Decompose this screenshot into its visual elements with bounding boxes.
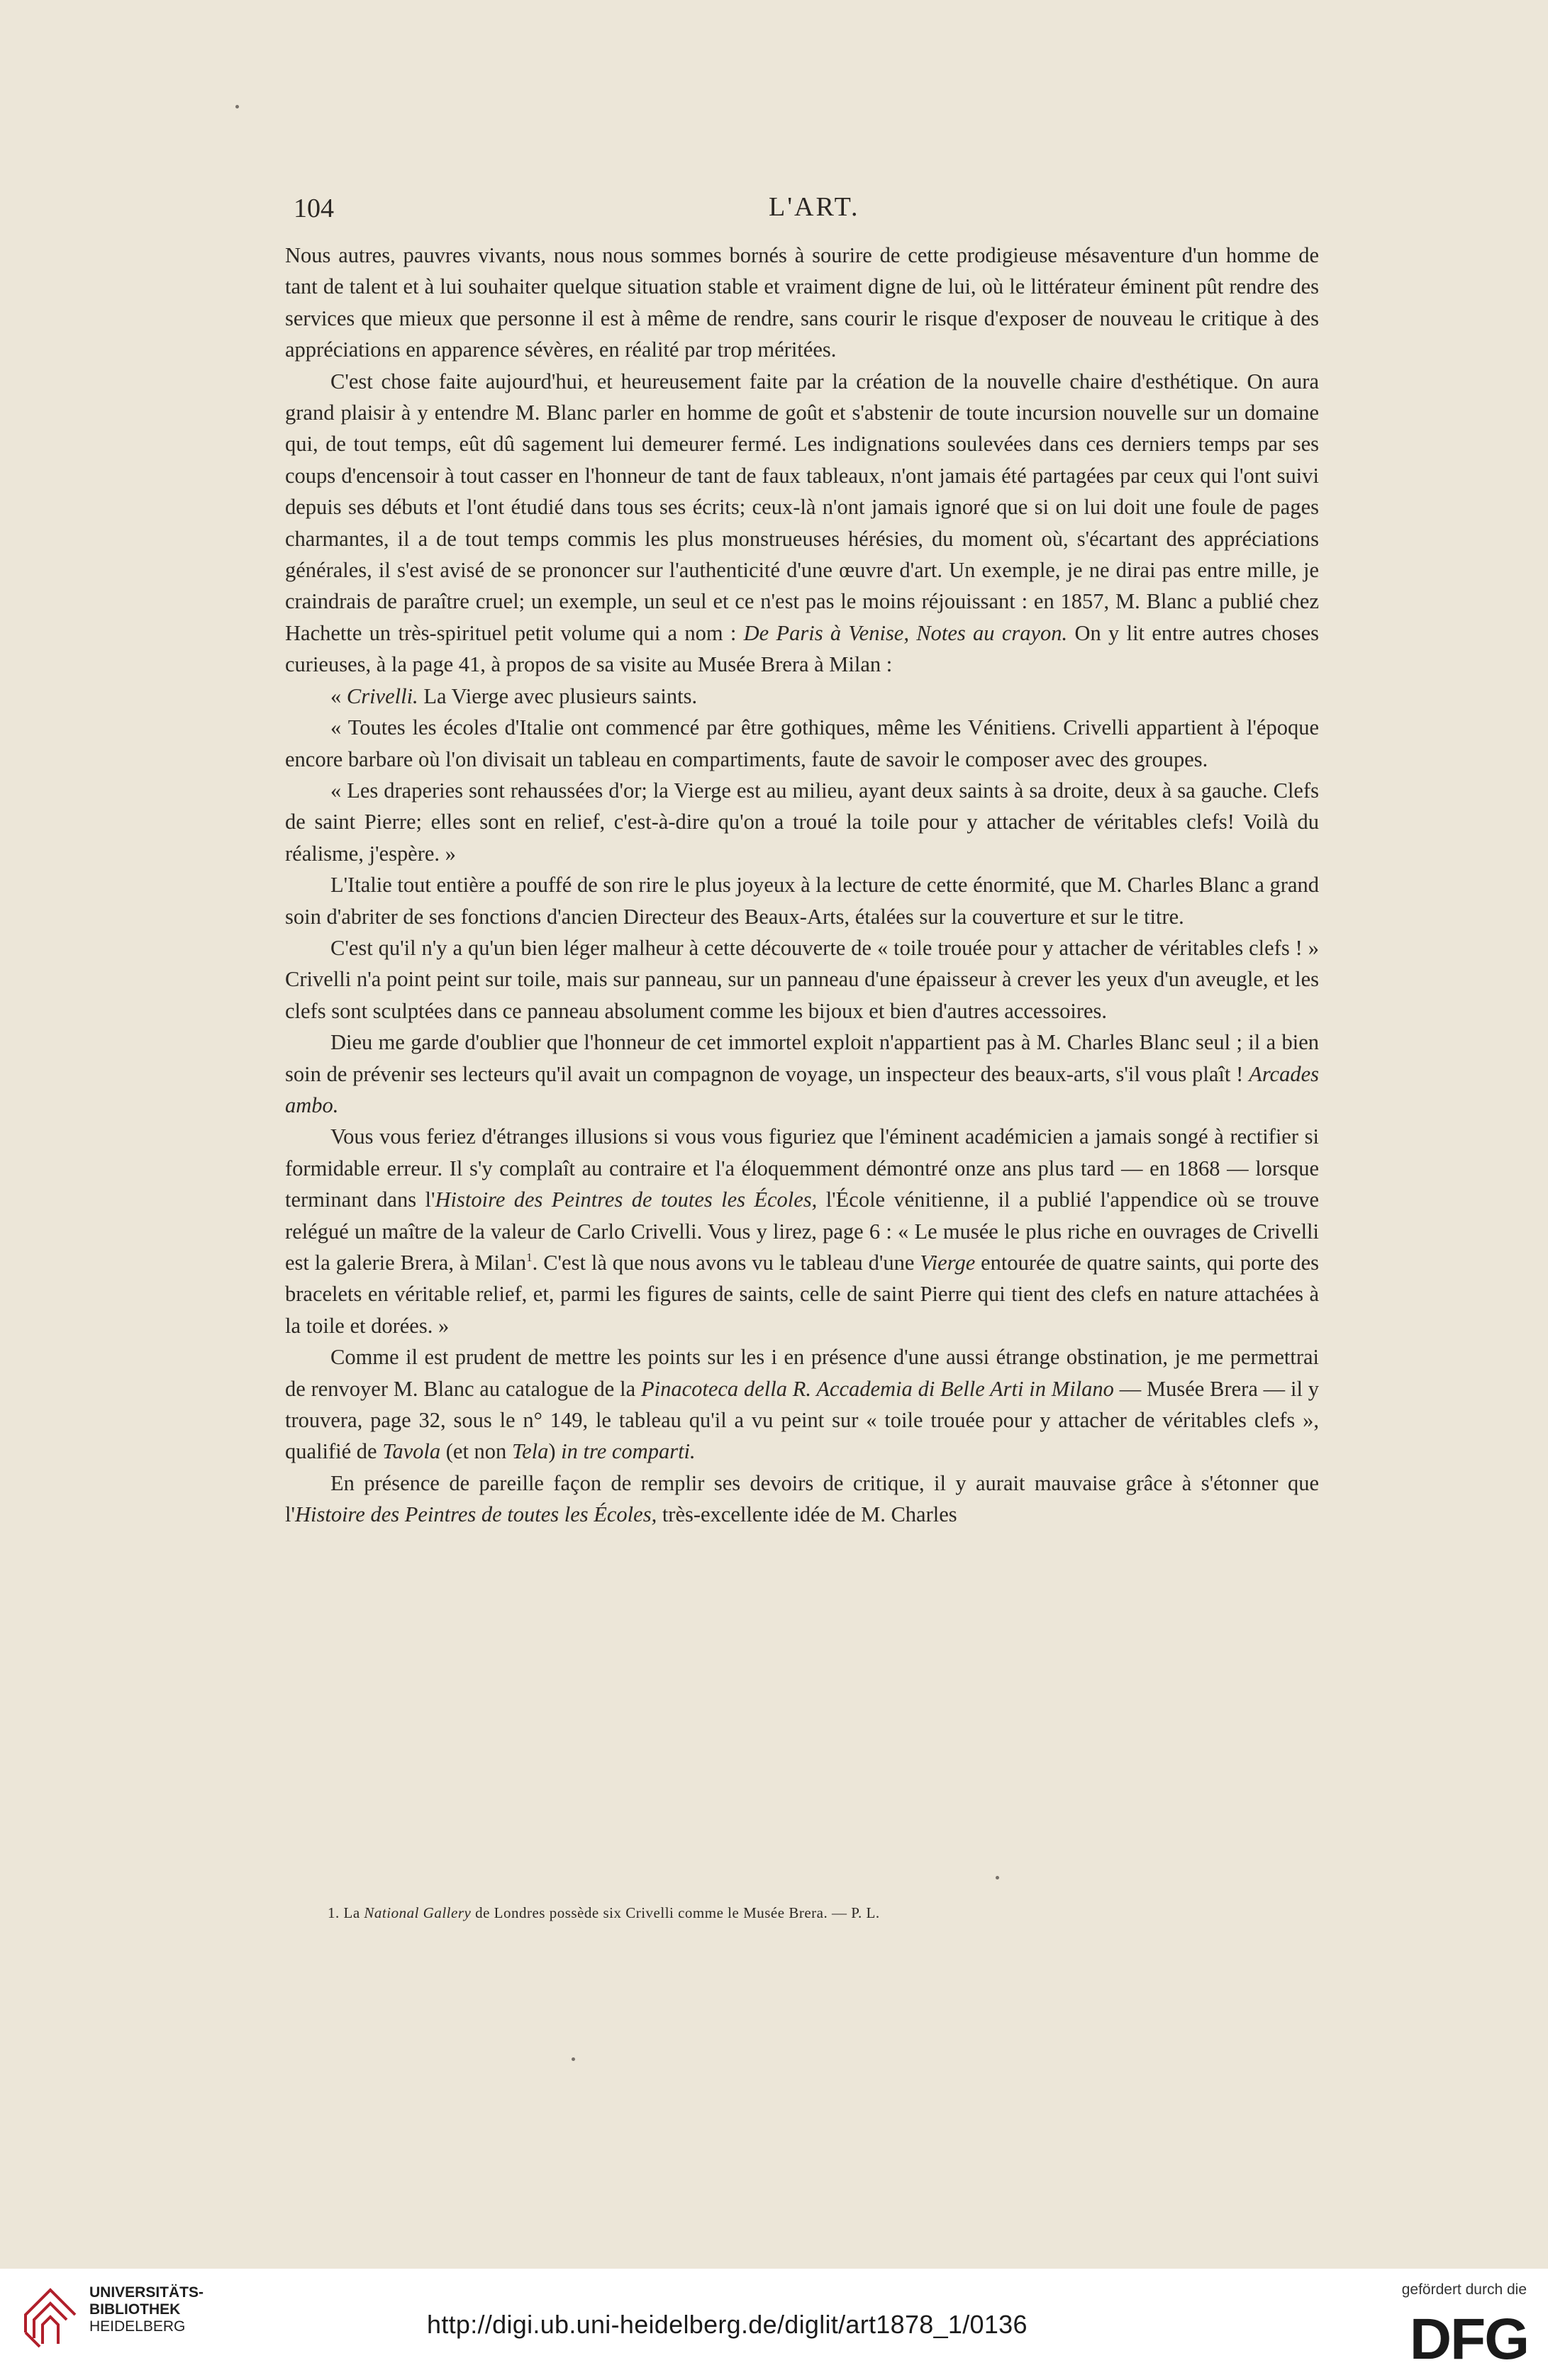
latin-phrase: Arcades ambo.: [285, 1061, 1319, 1117]
library-name-line: HEIDELBERG: [89, 2318, 186, 2335]
paper-speck: [235, 105, 239, 108]
quote-mark: «: [330, 683, 347, 708]
digitization-footer: [0, 2269, 1548, 2380]
library-name-line: UNIVERSITÄTS-: [89, 2284, 204, 2301]
funding-label: gefördert durch die: [1401, 2281, 1527, 2298]
footnote-number: 1.: [328, 1904, 340, 1921]
paragraph-9: [285, 1121, 1319, 1341]
paragraph-text: . C'est là que nous avons vu le tableau d'une: [532, 1251, 920, 1275]
paper-speck: [572, 2057, 575, 2061]
paragraph-text: entourée de quatre saints, qui porte des bracelets en véritable relief, et, parmi les figures de saints, celle de saint Pierre qui tient des clefs en nature attachées à la toile et dorées. »: [285, 1251, 1320, 1338]
italic-word: Vierge: [920, 1251, 976, 1275]
paragraph-text: Vous vous feriez d'étranges illusions si vous vous figuriez que l'éminent académicien a jamais songé à rectifier si formidable erreur. Il s'y complaît au contraire et l'a éloquemment démontré onze ans plus tard — en 1868 — lorsque terminant dans l': [285, 1124, 1319, 1212]
paragraph-3: [285, 681, 1319, 712]
italic-phrase: in tre comparti.: [561, 1439, 696, 1464]
italic-word: Tela: [511, 1439, 549, 1464]
paragraph-2: [285, 366, 1319, 681]
book-title: De Paris à Venise, Notes au crayon.: [743, 620, 1068, 645]
italic-word: Tavola: [382, 1439, 441, 1464]
book-title: Histoire des Peintres de toutes les Écoles,: [294, 1502, 657, 1527]
paragraph-6: [285, 869, 1319, 932]
paragraph-text: C'est chose faite aujourd'hui, et heureusement faite par la création de la nouvelle chaire d'esthétique. On aura grand plaisir à y entendre M. Blanc parler en homme de goût et s'abstenir de toute incursion nouvelle sur un domaine qui, de tout temps, eût dû sagement lui demeurer fermé. Les indignations soulevées dans ces derniers temps par ses coups d'encensoir à tout casser en l'honneur de tant de faux tableaux, n'ont jamais été partagées par ceux qui l'ont suivi depuis ses débuts et l'ont étudié dans tous ses écrits; ceux-là n'ont jamais ignoré que si on lui doit une foule de pages charmantes, il a de tout temps commis les plus monstrueuses hérésies, du moment où, s'écartant des appréciations générales, il s'est avisé de se prononcer sur l'authenticité d'une œuvre d'art. Un exemple, je ne dirai pas entre mille, je craindrais de paraître cruel; un exemple, un seul et ce n'est pas le moins réjouissant : en 1857, M. Blanc a publié chez Hachette un très-spirituel petit volume qui a nom :: [285, 369, 1319, 645]
catalogue-title: Pinacoteca della R. Accademia di Belle Arti in Milano: [640, 1376, 1114, 1401]
footnote-text: La: [343, 1904, 364, 1921]
paragraph-text: ): [548, 1439, 562, 1464]
paper-speck: [996, 1876, 999, 1879]
paragraph-text: (et non: [440, 1439, 512, 1464]
paragraph-4: [285, 712, 1319, 775]
library-logo-icon[interactable]: [18, 2283, 82, 2354]
artist-name: Crivelli.: [346, 683, 418, 708]
dfg-logo[interactable]: DFG: [1409, 2307, 1528, 2371]
paragraph-text: On y lit entre autres choses curieuses, à la page 41, à propos de sa visite au Musée Brera à Milan :: [285, 620, 1320, 677]
footnote-italic: National Gallery: [364, 1904, 472, 1921]
footnote-text: de Londres possède six Crivelli comme le Musée Brera. — P. L.: [471, 1904, 880, 1921]
paragraph-1: [285, 240, 1319, 366]
footnote: [328, 1904, 880, 1922]
page-number: 104: [294, 194, 334, 223]
article-body: [285, 240, 1319, 1531]
paragraph-text: L'Italie tout entière a pouffé de son rire le plus joyeux à la lecture de cette énormité, que M. Charles Blanc a grand soin d'abriter de ses fonctions d'ancien Directeur des Beaux-Arts, étalées sur la couverture et sur le titre.: [285, 873, 1319, 929]
paragraph-text: Nous autres, pauvres vivants, nous nous sommes bornés à sourire de cette prodigieuse mésaventure d'un homme de tant de talent et à lui souhaiter quelque situation stable et vraiment digne de lui, où le littérateur éminent pût rendre des services que mieux que personne il est à même de rendre, sans courir le risque d'exposer de nouveau le critique à des appréciations en apparence sévères, en réalité par trop méritées.: [285, 243, 1319, 362]
paragraph-text: En présence de pareille façon de remplir ses devoirs de critique, il y aurait mauvaise grâce à s'étonner que l': [285, 1470, 1319, 1527]
paragraph-text: Dieu me garde d'oublier que l'honneur de cet immortel exploit n'appartient pas à M. Charles Blanc seul ; il a bien soin de prévenir ses lecteurs qu'il avait un compagnon de voyage, un inspecteur des beaux-arts, s'il vous plaît !: [285, 1030, 1319, 1086]
paragraph-8: [285, 1027, 1319, 1121]
paragraph-text: l'École vénitienne, il a publié l'appendice où se trouve relégué un maître de la valeur de Carlo Crivelli. Vous y lirez, page 6 : « Le musée le plus riche en ouvrages de Crivelli est la galerie Brera, à Milan: [285, 1188, 1319, 1275]
paragraph-10: [285, 1341, 1319, 1468]
paragraph-text: « Les draperies sont rehaussées d'or; la Vierge est au milieu, ayant deux saints à sa droite, deux à sa gauche. Clefs de saint Pierre; elles sont en relief, c'est-à-dire qu'on a troué la toile pour y attacher de véritables clefs! Voilà du réalisme, j'espère. »: [285, 778, 1319, 866]
running-title: L'ART.: [769, 192, 860, 222]
paragraph-text: La Vierge avec plusieurs saints.: [418, 683, 698, 708]
paragraph-text: C'est qu'il n'y a qu'un bien léger malheur à cette découverte de « toile trouée pour y attacher de véritables clefs ! » Crivelli n'a point peint sur toile, mais sur panneau, sur un panneau d'une épaisseur à crever les yeux d'un aveugle, et les clefs sont sculptées dans ce panneau absolument comme les bijoux et bien d'autres accessoires.: [285, 935, 1319, 1023]
footnote-ref[interactable]: 1: [526, 1251, 533, 1264]
library-name: [89, 2284, 204, 2335]
paragraph-7: [285, 932, 1319, 1027]
paragraph-11: [285, 1468, 1319, 1531]
paragraph-text: Comme il est prudent de mettre les points sur les i en présence d'une aussi étrange obstination, je me permettrai de renvoyer M. Blanc au catalogue de la: [285, 1345, 1319, 1401]
paragraph-5: [285, 775, 1319, 869]
permalink-url[interactable]: http://digi.ub.uni-heidelberg.de/diglit/art1878_1/0136: [427, 2310, 1028, 2339]
paragraph-text: — Musée Brera — il y trouvera, page 32, sous le n° 149, le tableau qu'il a vu peint sur « toile trouée pour y attacher de véritables clefs », qualifié de: [285, 1376, 1319, 1464]
paragraph-text: « Toutes les écoles d'Italie ont commencé par être gothiques, même les Vénitiens. Crivelli appartient à l'époque encore barbare où l'on divisait un tableau en compartiments, faute de savoir le composer avec des groupes.: [285, 715, 1319, 771]
paragraph-text: très-excellente idée de M. Charles: [657, 1502, 957, 1527]
book-title: Histoire des Peintres de toutes les Écoles,: [435, 1188, 818, 1212]
library-name-line: BIBLIOTHEK: [89, 2301, 181, 2318]
